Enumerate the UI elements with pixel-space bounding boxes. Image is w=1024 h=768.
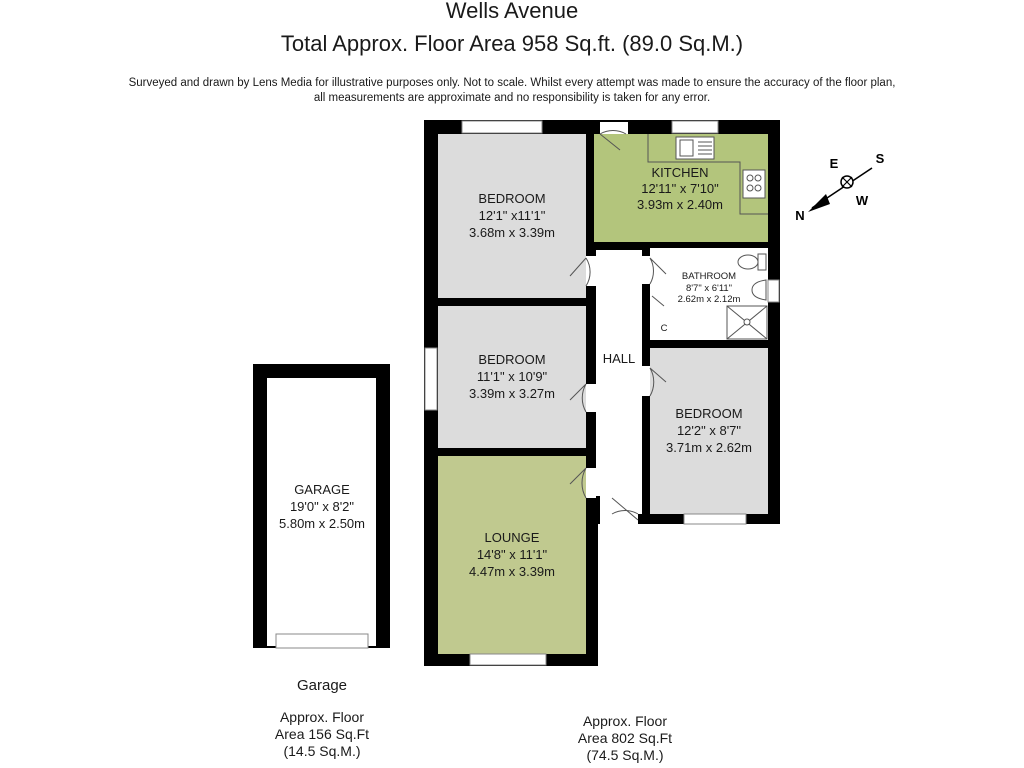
- lounge-metric: 4.47m x 3.39m: [469, 564, 555, 579]
- bedroom-2-name: BEDROOM: [478, 352, 546, 367]
- bedroom-3-imperial: 12'2" x 8'7": [676, 423, 742, 438]
- bathroom-metric: 2.62m x 2.12m: [677, 294, 741, 305]
- main-area-line-3: (74.5 Sq.M.): [586, 747, 664, 763]
- compass-south: S: [875, 151, 885, 166]
- hall-area: [596, 250, 642, 514]
- plan-title: Wells Avenue: [445, 0, 579, 23]
- bedroom-1-metric: 3.68m x 3.39m: [469, 225, 555, 240]
- garage-area-line-2: Area 156 Sq.Ft: [274, 726, 370, 742]
- garage-caption: Garage: [296, 677, 348, 694]
- garage-floor-area: [252, 709, 392, 760]
- lounge-imperial: 14'8" x 11'1": [476, 547, 548, 562]
- disclaimer-line-2: all measurements are approximate and no responsibility is taken for any error.: [313, 92, 711, 104]
- kitchen-name: KITCHEN: [651, 165, 709, 180]
- room-label-bedroom-1: [469, 191, 555, 240]
- hall-label: HALL: [602, 351, 636, 366]
- garage-metric: 5.80m x 2.50m: [279, 516, 365, 531]
- lounge-name: LOUNGE: [484, 530, 540, 545]
- total-floor-area: Total Approx. Floor Area 958 Sq.ft. (89.0 Sq.M.): [280, 31, 744, 56]
- garage-area-line-1: Approx. Floor: [279, 709, 365, 725]
- garage-name: GARAGE: [294, 482, 350, 497]
- compass-west: W: [855, 193, 869, 208]
- bedroom-1-name: BEDROOM: [478, 191, 546, 206]
- main-floor-area: [555, 713, 695, 764]
- bedroom-3-name: BEDROOM: [675, 406, 743, 421]
- compass-east: E: [829, 156, 839, 171]
- compass-icon: [795, 151, 884, 223]
- bedroom-2-imperial: 11'1" x 10'9": [476, 369, 548, 384]
- bedroom-1-imperial: 12'1" x11'1": [478, 208, 546, 223]
- compass-north: N: [795, 208, 805, 223]
- bathroom-imperial: 8'7" x 6'11": [685, 283, 733, 294]
- room-label-bathroom: [678, 271, 741, 305]
- main-area-line-2: Area 802 Sq.Ft: [577, 730, 673, 746]
- garage-imperial: 19'0" x 8'2": [289, 499, 355, 514]
- garage-area-line-3: (14.5 Sq.M.): [283, 743, 361, 759]
- bedroom-2-metric: 3.39m x 3.27m: [469, 386, 555, 401]
- disclaimer-line-1: Surveyed and drawn by Lens Media for illustrative purposes only. Not to scale. Whilst every attempt was made to ensure the accuracy of the floor plan,: [128, 77, 896, 89]
- bedroom-3-metric: 3.71m x 2.62m: [666, 440, 752, 455]
- room-label-bedroom-3: [666, 406, 752, 455]
- kitchen-metric: 3.93m x 2.40m: [637, 197, 723, 212]
- main-area-line-1: Approx. Floor: [582, 713, 668, 729]
- room-label-bedroom-2: [469, 352, 555, 401]
- kitchen-imperial: 12'11" x 7'10": [641, 181, 719, 196]
- bathroom-name: BATHROOM: [681, 271, 737, 282]
- cupboard-label: C: [660, 323, 668, 334]
